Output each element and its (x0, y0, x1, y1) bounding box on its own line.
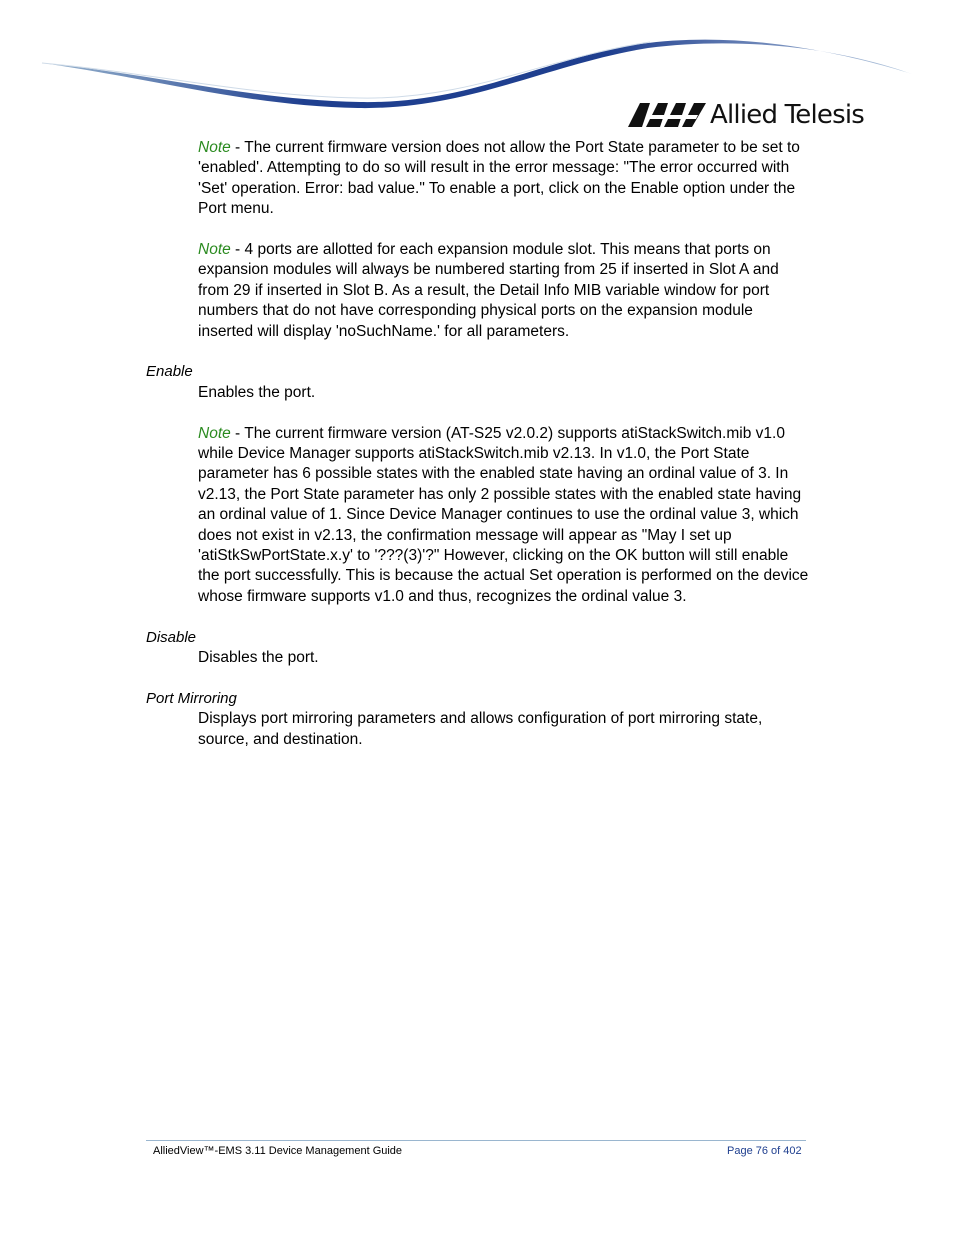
disable-description: Disables the port. (198, 649, 319, 667)
note-paragraph (198, 138, 810, 220)
allied-telesis-logo (628, 100, 864, 130)
footer-doc-title: AlliedView™-EMS 3.11 Device Management Guide (153, 1145, 403, 1157)
note-paragraph (198, 240, 810, 342)
document-body (0, 138, 954, 750)
note-text: - 4 ports are allotted for each expansion module slot. This means that ports on expansion modules will always be numbered starting from 25 if inserted in Slot A and from 29 if inserted in Slot B. As a result, the Detail Info MIB variable window for port numbers that do not have corresponding physical ports on the expansion module inserted will display 'noSuchName.' for all parameters. (198, 241, 779, 340)
note-label: Note (198, 424, 231, 442)
note-paragraph (198, 424, 810, 608)
footer-page-number: Page 76 of 402 (727, 1145, 802, 1157)
enable-description: Enables the port. (198, 383, 316, 401)
port-mirroring-description: Displays port mirroring parameters and allows configuration of port mirroring state, source, and destination. (198, 710, 763, 748)
section-heading-port-mirroring: Port Mirroring (146, 689, 237, 707)
section-heading-enable: Enable (146, 363, 193, 381)
logo-mark-icon (628, 103, 706, 127)
note-label: Note (198, 241, 231, 259)
footer-divider (146, 1140, 806, 1141)
note-text: - The current firmware version does not allow the Port State parameter to be set to 'enabled'. Attempting to do so will result in the error message: "The error occurred with 'Set' operation. Error: bad value." To enable a port, click on the Enable option under the Port menu. (198, 139, 800, 218)
logo-wordmark: Allied Telesis (710, 100, 865, 130)
note-text: - The current firmware version (AT-S25 v2.0.2) supports atiStackSwitch.mib v1.0 while Device Manager supports atiStackSwitch.mib v2.13. In v1.0, the Port State parameter has 6 possible states with the enabled state having an ordinal value of 3. In v2.13, the Port State parameter has only 2 possible states with the enabled state having an ordinal value of 1. Since Device Manager continues to use the ordinal value 3, which does not exist in v2.13, the confirmation message will appear as "May I set up 'atiStkSwPortState.x.y' to '???(3)'?" However, clicking on the OK button will still enable the port successfully. This is because the actual Set operation is performed on the device whose firmware supports v1.0 and thus, recognizes the ordinal value 3. (198, 424, 809, 605)
section-heading-disable: Disable (146, 628, 197, 646)
note-label: Note (198, 139, 231, 156)
